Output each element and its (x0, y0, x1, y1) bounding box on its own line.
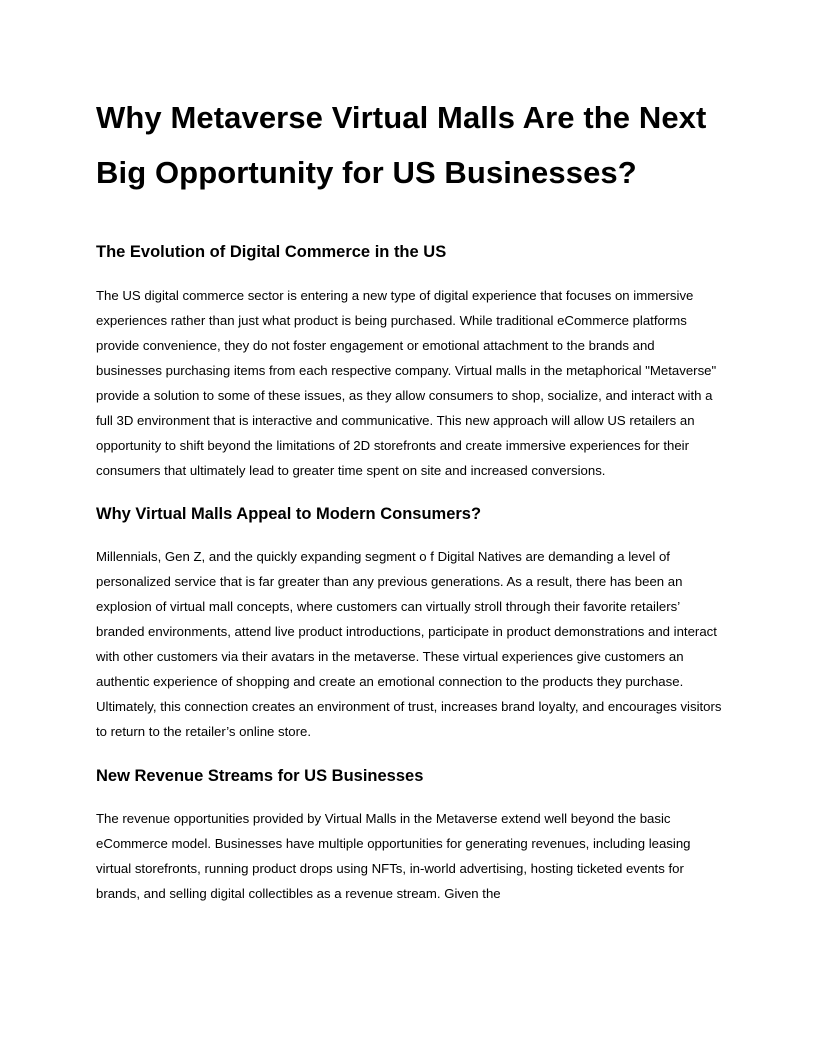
section-paragraph-revenue-streams: The revenue opportunities provided by Virtual Malls in the Metaverse extend well beyond the basic eCommerce model. Businesses have multiple opportunities for generating revenues, including leasing virtual storefronts, running product drops using NFTs, in-world advertising, hosting ticketed events for brands, and selling digital collectibles as a revenue stream. Given the (96, 811, 691, 901)
section-heading-evolution: The Evolution of Digital Commerce in the US (96, 243, 447, 261)
document-title: Why Metaverse Virtual Malls Are the Next Big Opportunity for US Businesses? (96, 100, 707, 190)
section-paragraph-consumer-appeal: Millennials, Gen Z, and the quickly expanding segment o f Digital Natives are demanding a level of personalized service that is far greater than any previous generations. As a result, there has been an explosion of virtual mall concepts, where customers can virtually stroll through their favorite retailers’ branded environments, attend live product introductions, participate in product demonstrations and interact with other customers via their avatars in the metaverse. These virtual experiences give customers an authentic experience of shopping and create an emotional connection to the products they purchase. Ultimately, this connection creates an environment of trust, increases brand loyalty, and encourages visitors to return to the retailer’s online store. (96, 549, 722, 739)
document-page (96, 90, 724, 906)
section-paragraph-evolution: The US digital commerce sector is entering a new type of digital experience that focuses on immersive experiences rather than just what product is being purchased. While traditional eCommerce platforms provide convenience, they do not foster engagement or emotional attachment to the brands and businesses purchasing items from each respective company. Virtual malls in the metaphorical "Metaverse" provide a solution to some of these issues, as they allow consumers to shop, socialize, and interact with a full 3D environment that is interactive and communicative. This new approach will allow US retailers an opportunity to shift beyond the limitations of 2D storefronts and create immersive experiences for their consumers that ultimately lead to greater time spent on site and increased conversions. (96, 288, 717, 478)
section-heading-revenue-streams: New Revenue Streams for US Businesses (96, 767, 424, 785)
section-heading-consumer-appeal: Why Virtual Malls Appeal to Modern Consumers? (96, 505, 482, 523)
